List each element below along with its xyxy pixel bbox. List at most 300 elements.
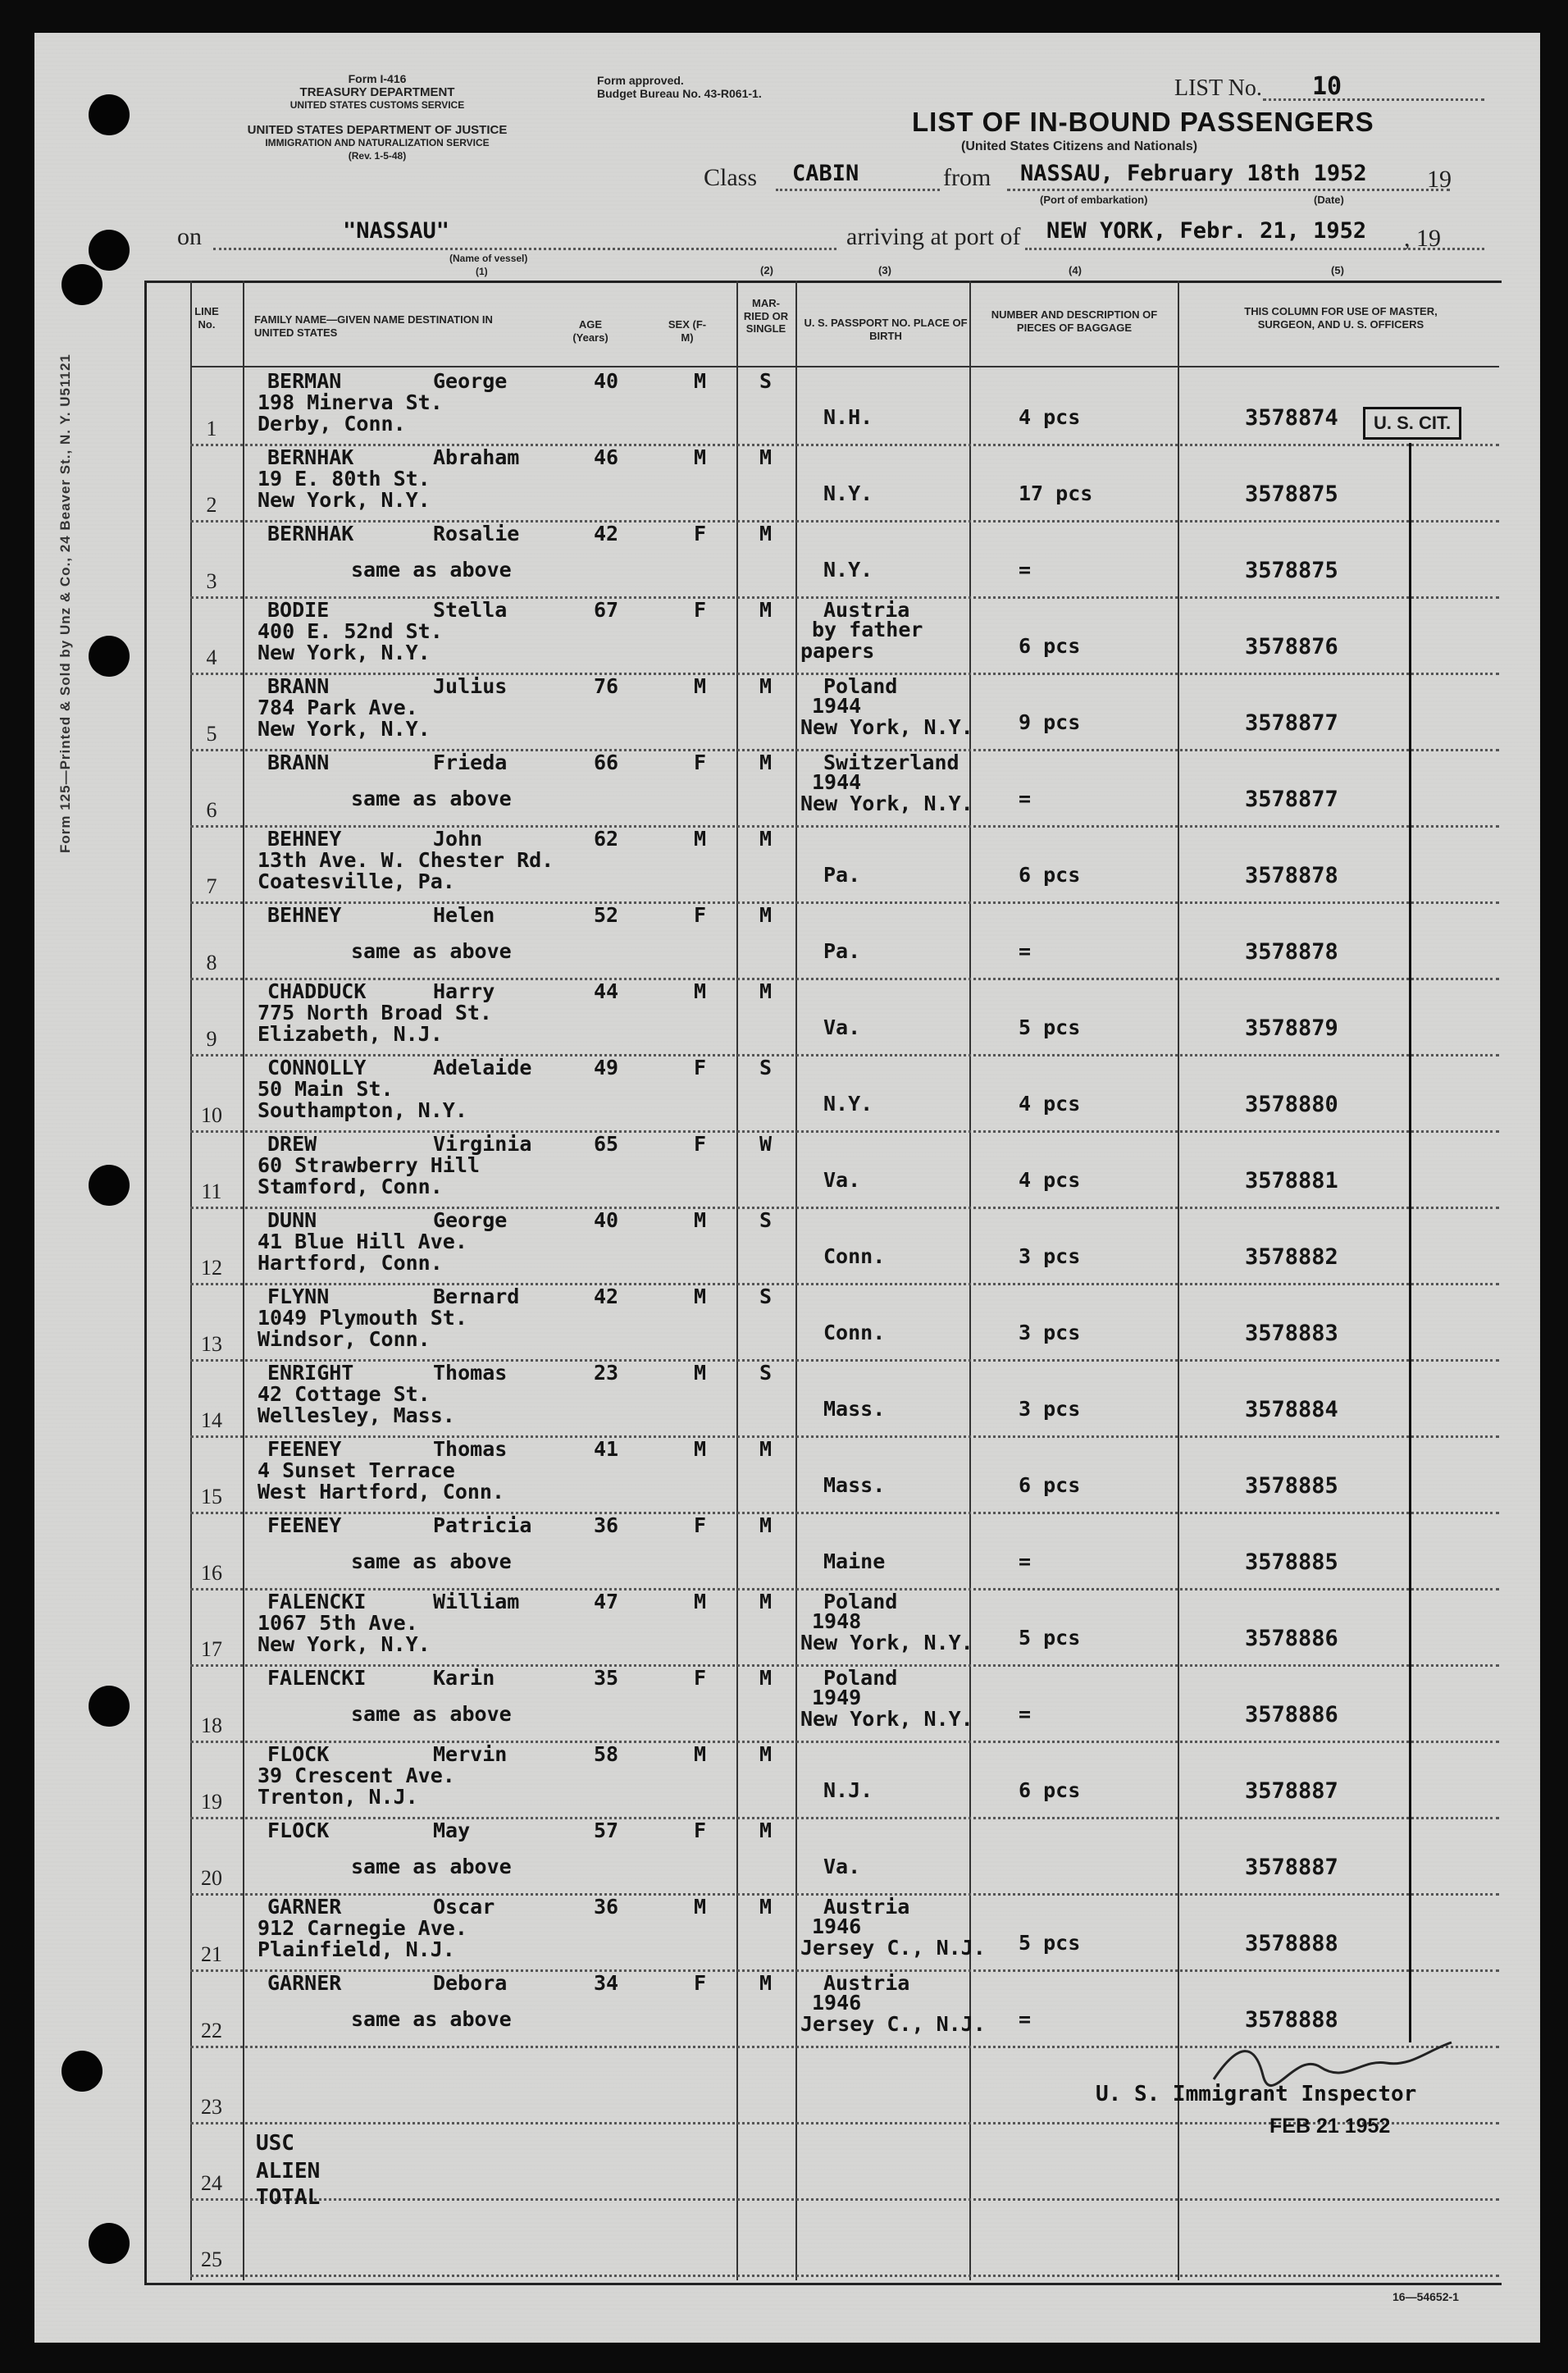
given-name: Stella (433, 598, 508, 622)
sex: F (694, 1056, 707, 1079)
col-passport: U. S. PASSPORT NO. PLACE OF BIRTH (804, 317, 968, 342)
baggage: = (1019, 787, 1032, 810)
col-line-no: LINE No. (194, 305, 219, 331)
officer-number: 3578887 (1245, 1778, 1338, 1804)
given-name: Debora (433, 1971, 508, 1995)
address-line-1: same as above (351, 2007, 512, 2031)
given-name: John (433, 827, 483, 851)
age: 57 (594, 1819, 619, 1842)
class-value: CABIN (792, 161, 859, 186)
col-married: MAR- RIED OR SINGLE (743, 297, 789, 335)
officer-number: 3578874 (1245, 405, 1338, 431)
address-line-2: Trenton, N.J. (258, 1785, 418, 1809)
address-line-2: Elizabeth, N.J. (258, 1022, 443, 1046)
line-number: 1 (206, 417, 217, 440)
vessel-caption: (Name of vessel) (449, 253, 528, 264)
birthplace-2: 1946 (812, 1991, 862, 2015)
given-name: Mervin (433, 1742, 508, 1766)
sex: M (694, 1361, 707, 1385)
family-name: CONNOLLY (267, 1056, 367, 1079)
officer-number: 3578885 (1245, 1549, 1338, 1575)
birthplace-1: Poland (823, 1590, 898, 1613)
birthplace-1: N.Y. (823, 481, 873, 505)
birthplace-1: N.Y. (823, 558, 873, 582)
baggage: = (1019, 2007, 1032, 2031)
age: 23 (594, 1361, 619, 1385)
officer-number: 3578876 (1245, 634, 1338, 659)
officer-number: 3578878 (1245, 863, 1338, 888)
age: 62 (594, 827, 619, 851)
officer-number: 3578875 (1245, 558, 1338, 583)
baggage: = (1019, 1702, 1032, 1726)
table-row (190, 2198, 1499, 2277)
punch-hole (89, 94, 130, 135)
family-name: FLOCK (267, 1742, 330, 1766)
birthplace-1: Poland (823, 674, 898, 698)
address-line-1: same as above (351, 1855, 512, 1878)
address-line-1: same as above (351, 1702, 512, 1726)
age: 49 (594, 1056, 619, 1079)
col-sex: SEX (F-M) (668, 318, 707, 344)
form-subtitle: (United States Citizens and Nationals) (961, 139, 1198, 153)
class-label: Class (704, 164, 758, 191)
family-name: BRANN (267, 751, 330, 774)
age: 44 (594, 979, 619, 1003)
marital-status: M (759, 1742, 773, 1766)
line-number: 24 (201, 2171, 222, 2195)
alien-total-label: ALIEN (256, 2159, 321, 2184)
birthplace-2: by father (812, 618, 923, 641)
address-line-1: same as above (351, 787, 512, 810)
birthplace-2: 1944 (812, 770, 862, 794)
punch-hole (89, 2223, 130, 2264)
birthplace-1: Pa. (823, 939, 861, 963)
baggage: 6 pcs (1019, 1778, 1081, 1802)
address-line-1: 198 Minerva St. (258, 390, 443, 414)
sex: F (694, 1666, 707, 1690)
birthplace-2: 1944 (812, 694, 862, 718)
age: 76 (594, 674, 619, 698)
age: 40 (594, 1208, 619, 1232)
sex: F (694, 598, 707, 622)
marital-status: M (759, 1590, 773, 1613)
given-name: Adelaide (433, 1056, 532, 1079)
address-line-1: 42 Cottage St. (258, 1382, 431, 1406)
family-name: FEENEY (267, 1437, 342, 1461)
form-number: Form I-416 (348, 72, 407, 85)
revision: (Rev. 1-5-48) (348, 150, 407, 162)
given-name: William (433, 1590, 520, 1613)
officer-number: 3578888 (1245, 1931, 1338, 1956)
address-line-2: Wellesley, Mass. (258, 1403, 455, 1427)
justice-dept: UNITED STATES DEPARTMENT OF JUSTICE (247, 123, 508, 137)
birthplace-1: Switzerland (823, 751, 959, 774)
birthplace-1: Pa. (823, 863, 861, 887)
punch-hole (89, 1165, 130, 1206)
address-line-2: West Hartford, Conn. (258, 1480, 505, 1504)
marital-status: M (759, 674, 773, 698)
line-number: 17 (201, 1637, 222, 1661)
address-line-1: 784 Park Ave. (258, 696, 418, 719)
sex: F (694, 1513, 707, 1537)
age: 40 (594, 369, 619, 393)
family-name: GARNER (267, 1895, 342, 1919)
officer-number: 3578878 (1245, 939, 1338, 965)
marital-status: S (759, 1285, 773, 1308)
line-number: 18 (201, 1714, 222, 1737)
marital-status: M (759, 1819, 773, 1842)
col-baggage: NUMBER AND DESCRIPTION OF PIECES OF BAGGAGE (991, 308, 1158, 334)
officer-number: 3578880 (1245, 1092, 1338, 1117)
family-name: FEENEY (267, 1513, 342, 1537)
from-value: NASSAU, February 18th 1952 (1020, 161, 1367, 186)
family-name: FALENCKI (267, 1666, 367, 1690)
marital-status: M (759, 1666, 773, 1690)
line-number: 13 (201, 1332, 222, 1356)
sex: M (694, 369, 707, 393)
birthplace-3: New York, N.Y. (800, 1631, 973, 1654)
date-caption: (Date) (1314, 194, 1344, 206)
address-line-1: 50 Main St. (258, 1077, 394, 1101)
customs-service: UNITED STATES CUSTOMS SERVICE (289, 99, 465, 111)
vessel-caption-no: (1) (476, 266, 488, 277)
marital-status: S (759, 1056, 773, 1079)
age: 67 (594, 598, 619, 622)
sex: M (694, 1285, 707, 1308)
sex: F (694, 903, 707, 927)
address-line-1: 912 Carnegie Ave. (258, 1916, 467, 1940)
line-number: 2 (206, 493, 217, 517)
birthplace-1: N.H. (823, 405, 873, 429)
family-name: BERNHAK (267, 445, 354, 469)
sex: M (694, 674, 707, 698)
family-name: GARNER (267, 1971, 342, 1995)
baggage: 3 pcs (1019, 1397, 1081, 1421)
punch-hole (89, 636, 130, 677)
address-line-2: Coatesville, Pa. (258, 869, 455, 893)
given-name: George (433, 1208, 508, 1232)
arriving-label: arriving at port of (846, 223, 1021, 250)
age: 47 (594, 1590, 619, 1613)
address-line-1: 19 E. 80th St. (258, 467, 431, 491)
given-name: George (433, 369, 508, 393)
marital-status: M (759, 827, 773, 851)
given-name: Bernard (433, 1285, 520, 1308)
line-number: 25 (201, 2248, 222, 2271)
birthplace-1: Conn. (823, 1244, 886, 1268)
given-name: Harry (433, 979, 495, 1003)
officer-number: 3578877 (1245, 787, 1338, 812)
officer-number: 3578879 (1245, 1015, 1338, 1041)
birthplace-3: New York, N.Y. (800, 1707, 973, 1731)
from-line (1007, 189, 1450, 191)
year-suffix: 19 (1427, 166, 1452, 193)
marital-status: M (759, 1895, 773, 1919)
baggage: 17 pcs (1019, 481, 1093, 505)
given-name: Frieda (433, 751, 508, 774)
baggage: 5 pcs (1019, 1931, 1081, 1955)
birthplace-1: Austria (823, 598, 910, 622)
line-number: 19 (201, 1790, 222, 1814)
baggage: 3 pcs (1019, 1244, 1081, 1268)
birthplace-1: Va. (823, 1168, 861, 1192)
age: 34 (594, 1971, 619, 1995)
birthplace-1: Mass. (823, 1397, 886, 1421)
birthplace-3: Jersey C., N.J. (800, 2012, 986, 2036)
ins-service: IMMIGRATION AND NATURALIZATION SERVICE (265, 137, 490, 148)
baggage: 9 pcs (1019, 710, 1081, 734)
marital-status: M (759, 522, 773, 545)
address-line-2: Southampton, N.Y. (258, 1098, 467, 1122)
address-line-2: New York, N.Y. (258, 488, 431, 512)
list-no-line (1263, 98, 1484, 101)
col-name: FAMILY NAME—GIVEN NAME DESTINATION IN UNITED STATES (254, 313, 493, 339)
family-name: FLOCK (267, 1819, 330, 1842)
family-name: BEHNEY (267, 827, 342, 851)
marital-status: W (759, 1132, 773, 1156)
list-no-label: LIST No. (1174, 75, 1262, 101)
given-name: Thomas (433, 1437, 508, 1461)
line-number: 22 (201, 2019, 222, 2042)
vessel-value: "NASSAU" (343, 218, 450, 244)
budget-bureau: Budget Bureau No. 43-R061-1. (597, 87, 762, 100)
officer-number: 3578882 (1245, 1244, 1338, 1270)
family-name: BEHNEY (267, 903, 342, 927)
sex: M (694, 1437, 707, 1461)
sex: M (694, 1590, 707, 1613)
col-num-4: (4) (1069, 264, 1082, 276)
on-label: on (177, 223, 202, 250)
sex: M (694, 1895, 707, 1919)
marital-status: S (759, 1208, 773, 1232)
address-line-2: Stamford, Conn. (258, 1175, 443, 1198)
birthplace-1: Mass. (823, 1473, 886, 1497)
birthplace-1: N.Y. (823, 1092, 873, 1116)
sex: M (694, 445, 707, 469)
marital-status: M (759, 1437, 773, 1461)
given-name: Helen (433, 903, 495, 927)
inspector-date: FEB 21 1952 (1269, 2115, 1391, 2138)
line-number: 20 (201, 1866, 222, 1890)
embark-caption: (Port of embarkation) (1040, 194, 1148, 206)
arriving-value: NEW YORK, Febr. 21, 1952 (1046, 218, 1367, 244)
birthplace-1: Austria (823, 1971, 910, 1995)
punch-hole (89, 230, 130, 271)
family-name: BERMAN (267, 369, 342, 393)
marital-status: S (759, 369, 773, 393)
address-line-1: same as above (351, 558, 512, 582)
line-number: 11 (201, 1180, 222, 1203)
punch-hole (89, 1686, 130, 1727)
officer-number: 3578875 (1245, 481, 1338, 507)
family-name: DREW (267, 1132, 317, 1156)
baggage: 5 pcs (1019, 1626, 1081, 1650)
baggage: = (1019, 558, 1032, 582)
class-line (776, 189, 940, 191)
year-suffix-2: , 19 (1404, 225, 1441, 252)
line-number: 9 (206, 1027, 217, 1051)
stamp-bracket (1409, 443, 1411, 2042)
sex: F (694, 1971, 707, 1995)
treasury-dept: TREASURY DEPARTMENT (299, 85, 455, 99)
given-name: Julius (433, 674, 508, 698)
line-number: 6 (206, 798, 217, 822)
inspector-title: U. S. Immigrant Inspector (1096, 2082, 1417, 2106)
given-name: Abraham (433, 445, 520, 469)
given-name: May (433, 1819, 471, 1842)
from-label: from (943, 164, 991, 191)
col-age: AGE (Years) (572, 318, 609, 344)
officer-number: 3578887 (1245, 1855, 1338, 1880)
marital-status: S (759, 1361, 773, 1385)
form-approved: Form approved. (597, 74, 684, 87)
age: 66 (594, 751, 619, 774)
officer-number: 3578888 (1245, 2007, 1338, 2033)
address-line-1: 4 Sunset Terrace (258, 1458, 455, 1482)
line-number: 8 (206, 951, 217, 974)
sex: F (694, 751, 707, 774)
officer-number: 3578885 (1245, 1473, 1338, 1499)
marital-status: M (759, 979, 773, 1003)
officer-number: 3578884 (1245, 1397, 1338, 1422)
line-number: 7 (206, 874, 217, 898)
family-name: BERNHAK (267, 522, 354, 545)
family-name: FLYNN (267, 1285, 330, 1308)
age: 42 (594, 1285, 619, 1308)
address-line-1: 39 Crescent Ave. (258, 1764, 455, 1787)
punch-hole (62, 264, 103, 305)
sex: M (694, 1208, 707, 1232)
address-line-2: New York, N.Y. (258, 641, 431, 664)
baggage: 6 pcs (1019, 1473, 1081, 1497)
baggage: 3 pcs (1019, 1321, 1081, 1344)
line-number: 23 (201, 2095, 222, 2119)
line-number: 14 (201, 1408, 222, 1432)
age: 46 (594, 445, 619, 469)
baggage: = (1019, 1549, 1032, 1573)
given-name: Virginia (433, 1132, 532, 1156)
address-line-2: Plainfield, N.J. (258, 1937, 455, 1961)
address-line-1: same as above (351, 939, 512, 963)
address-line-2: Hartford, Conn. (258, 1251, 443, 1275)
birthplace-1: N.J. (823, 1778, 873, 1802)
birthplace-1: Va. (823, 1015, 861, 1039)
sex: F (694, 1819, 707, 1842)
sex: M (694, 1742, 707, 1766)
baggage: 6 pcs (1019, 863, 1081, 887)
family-name: BRANN (267, 674, 330, 698)
line-number: 12 (201, 1256, 222, 1280)
officer-number: 3578886 (1245, 1626, 1338, 1651)
baggage: 6 pcs (1019, 634, 1081, 658)
address-line-2: Windsor, Conn. (258, 1327, 431, 1351)
birthplace-1: Poland (823, 1666, 898, 1690)
officer-number: 3578883 (1245, 1321, 1338, 1346)
inspector-signature (1206, 2034, 1468, 2092)
given-name: Patricia (433, 1513, 532, 1537)
line-number: 5 (206, 722, 217, 746)
given-name: Rosalie (433, 522, 520, 545)
sex: F (694, 1132, 707, 1156)
address-line-1: 1049 Plymouth St. (258, 1306, 467, 1330)
given-name: Thomas (433, 1361, 508, 1385)
vessel-line (213, 248, 836, 250)
officer-number: 3578881 (1245, 1168, 1338, 1193)
col-officers: THIS COLUMN FOR USE OF MASTER, SURGEON, AND U. S. OFFICERS (1244, 305, 1438, 331)
address-line-2: New York, N.Y. (258, 717, 431, 741)
sex: F (694, 522, 707, 545)
list-no-value: 10 (1312, 72, 1342, 101)
printer-imprint: Form 125—Printed & Sold by Unz & Co., 24 Beaver St., N. Y. U51121 (57, 354, 73, 853)
address-line-1: 775 North Broad St. (258, 1001, 492, 1024)
family-name: FALENCKI (267, 1590, 367, 1613)
given-name: Karin (433, 1666, 495, 1690)
baggage: 4 pcs (1019, 1168, 1081, 1192)
us-citizen-stamp: U. S. CIT. (1363, 407, 1461, 440)
baggage: = (1019, 939, 1032, 963)
age: 36 (594, 1513, 619, 1537)
address-line-1: 400 E. 52nd St. (258, 619, 443, 643)
col-num-3: (3) (878, 264, 891, 276)
form-title: LIST OF IN-BOUND PASSENGERS (912, 107, 1374, 137)
officer-number: 3578886 (1245, 1702, 1338, 1727)
col-num-5: (5) (1331, 264, 1344, 276)
line-number: 21 (201, 1942, 222, 1966)
usc-total-label: USC (256, 2131, 294, 2156)
marital-status: M (759, 598, 773, 622)
birthplace-3: papers (800, 639, 875, 663)
marital-status: M (759, 1513, 773, 1537)
address-line-1: 60 Strawberry Hill (258, 1153, 480, 1177)
address-line-2: Derby, Conn. (258, 412, 406, 436)
birthplace-3: New York, N.Y. (800, 715, 973, 739)
line-number: 15 (201, 1485, 222, 1508)
address-line-1: same as above (351, 1549, 512, 1573)
address-line-1: 41 Blue Hill Ave. (258, 1230, 467, 1253)
marital-status: M (759, 903, 773, 927)
marital-status: M (759, 751, 773, 774)
sex: M (694, 979, 707, 1003)
birthplace-2: 1949 (812, 1686, 862, 1709)
age: 65 (594, 1132, 619, 1156)
line-number: 3 (206, 569, 217, 593)
birthplace-3: New York, N.Y. (800, 792, 973, 815)
footer-code: 16—54652-1 (1393, 2290, 1459, 2303)
age: 42 (594, 522, 619, 545)
family-name: BODIE (267, 598, 330, 622)
marital-status: M (759, 1971, 773, 1995)
birthplace-1: Va. (823, 1855, 861, 1878)
line-number: 10 (201, 1103, 222, 1127)
family-name: ENRIGHT (267, 1361, 354, 1385)
birthplace-1: Maine (823, 1549, 886, 1573)
birthplace-1: Austria (823, 1895, 910, 1919)
officer-number: 3578877 (1245, 710, 1338, 736)
age: 36 (594, 1895, 619, 1919)
marital-status: M (759, 445, 773, 469)
sex: M (694, 827, 707, 851)
age: 41 (594, 1437, 619, 1461)
age: 35 (594, 1666, 619, 1690)
age: 52 (594, 903, 619, 927)
age: 58 (594, 1742, 619, 1766)
family-name: DUNN (267, 1208, 317, 1232)
line-number: 16 (201, 1561, 222, 1585)
address-line-1: 1067 5th Ave. (258, 1611, 418, 1635)
family-name: CHADDUCK (267, 979, 367, 1003)
total-label: TOTAL (256, 2185, 321, 2210)
baggage: 5 pcs (1019, 1015, 1081, 1039)
